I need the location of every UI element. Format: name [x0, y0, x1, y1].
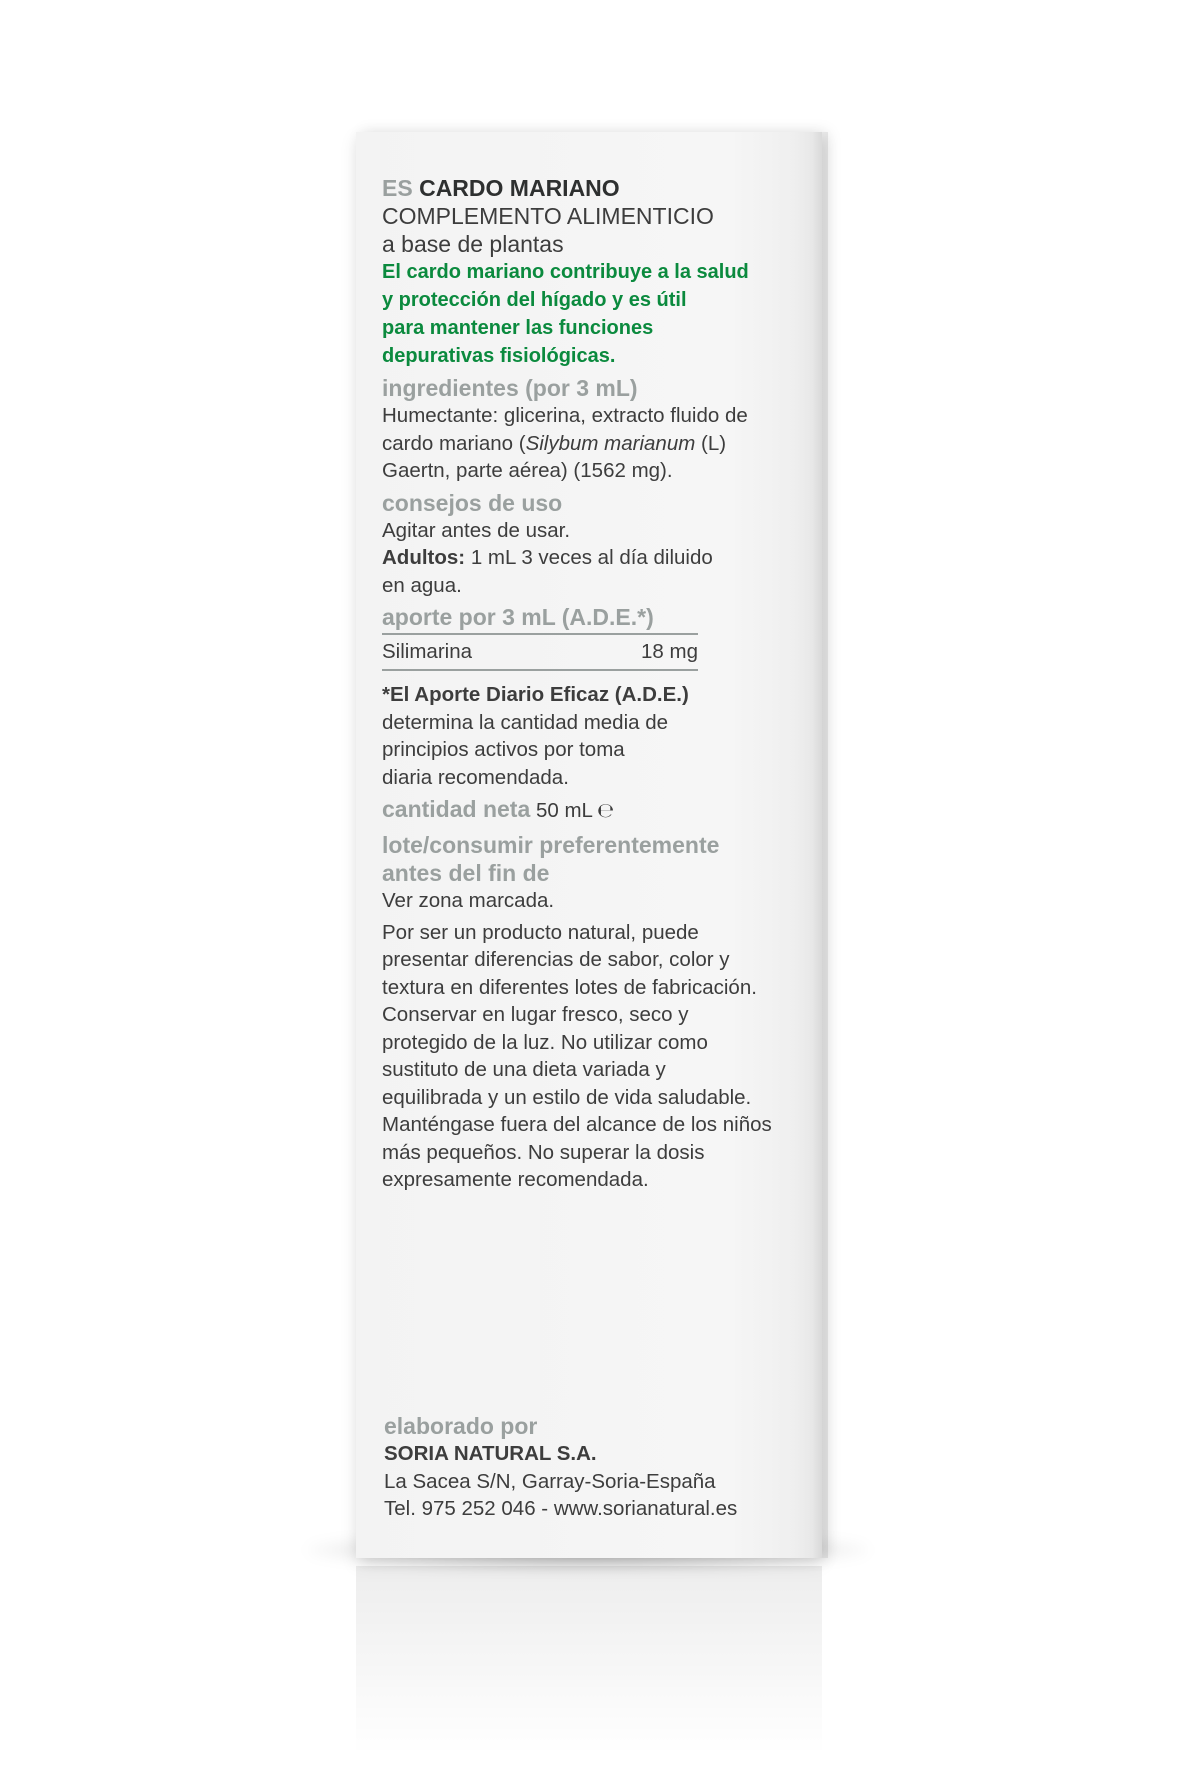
usage-heading: consejos de uso — [382, 489, 563, 516]
product-title — [382, 174, 802, 202]
adults-label: Adultos: — [382, 546, 466, 569]
warnings-text — [382, 919, 802, 1194]
batch-heading — [382, 831, 802, 887]
ade-note-line: determina la cantidad media de — [382, 710, 669, 734]
compound-name: Silimarina — [382, 640, 472, 663]
warning-line: expresamente recomendada. — [382, 1168, 649, 1191]
net-quantity-value: 50 mL — [530, 799, 593, 822]
ingredients-text — [382, 402, 802, 485]
usage-line: Agitar antes de usar. — [382, 518, 571, 542]
contribution-row — [382, 635, 698, 671]
warning-line: Manténgase fuera del alcance de los niños — [382, 1113, 772, 1136]
usage-line: en agua. — [382, 573, 462, 597]
contribution-heading: aporte por 3 mL (A.D.E.*) — [382, 603, 698, 635]
warning-line: Por ser un producto natural, puede — [382, 920, 699, 944]
box-reflection — [356, 1566, 822, 1756]
health-claim — [382, 258, 802, 370]
manufacturer-address: La Sacea S/N, Garray-Soria-España — [384, 1469, 716, 1493]
usage-text — [382, 517, 802, 600]
ingredients-text-part: (L) — [695, 431, 727, 455]
net-quantity-label: cantidad neta — [382, 796, 531, 822]
batch-text: Ver zona marcada. — [382, 889, 555, 912]
manufacturer-heading: elaborado por — [384, 1413, 538, 1439]
claim-line: y protección del hígado y es útil — [382, 289, 687, 311]
ingredients-line: Humectante: glicerina, extracto fluido de — [382, 404, 748, 427]
ade-note-line: principios activos por toma — [382, 738, 625, 761]
compound-amount: 18 mg — [641, 640, 698, 663]
subtitle-category: COMPLEMENTO ALIMENTICIO — [382, 203, 714, 229]
usage-line — [382, 544, 802, 572]
ade-note-line: diaria recomendada. — [382, 765, 569, 789]
manufacturer-name: SORIA NATURAL S.A. — [384, 1442, 597, 1465]
claim-line: depurativas fisiológicas. — [382, 345, 616, 367]
warning-line: sustituto de una dieta variada y — [382, 1058, 666, 1081]
ade-note-title: *El Aporte Diario Eficaz (A.D.E.) — [382, 683, 689, 706]
batch-heading-line: antes del fin de — [382, 860, 550, 886]
ingredients-line: Gaertn, parte aérea) (1562 mg). — [382, 459, 673, 482]
warning-line: más pequeños. No superar la dosis — [382, 1140, 705, 1164]
box-edge — [812, 132, 828, 1558]
subtitle-basis: a base de plantas — [382, 231, 564, 257]
product-name: CARDO MARIANO — [419, 175, 620, 201]
language-code: ES — [382, 175, 413, 201]
batch-heading-line: lote/consumir preferentemente — [382, 832, 720, 858]
label-content — [382, 174, 802, 1194]
warning-line: equilibrada y un estilo de vida saludable. — [382, 1085, 752, 1109]
warning-line: textura en diferentes lotes de fabricación. — [382, 975, 757, 999]
estimated-sign-icon: ℮ — [596, 798, 615, 822]
ade-note — [382, 681, 802, 791]
latin-name: Silybum marianum — [525, 431, 696, 455]
ingredients-text-part: cardo mariano ( — [382, 431, 526, 455]
net-quantity — [382, 795, 802, 827]
adults-dose: 1 mL 3 veces al día diluido — [465, 546, 713, 569]
ingredients-line — [382, 430, 802, 458]
warning-line: Conservar en lugar fresco, seco y — [382, 1003, 689, 1026]
warning-line: protegido de la luz. No utilizar como — [382, 1030, 708, 1054]
ingredients-heading: ingredientes (por 3 mL) — [382, 375, 638, 401]
claim-line: para mantener las funciones — [382, 317, 654, 339]
claim-line: El cardo mariano contribuye a la salud — [382, 261, 749, 283]
manufacturer-contact: Tel. 975 252 046 - www.sorianatural.es — [384, 1497, 738, 1520]
manufacturer-info — [384, 1412, 804, 1523]
warning-line: presentar diferencias de sabor, color y — [382, 948, 730, 971]
